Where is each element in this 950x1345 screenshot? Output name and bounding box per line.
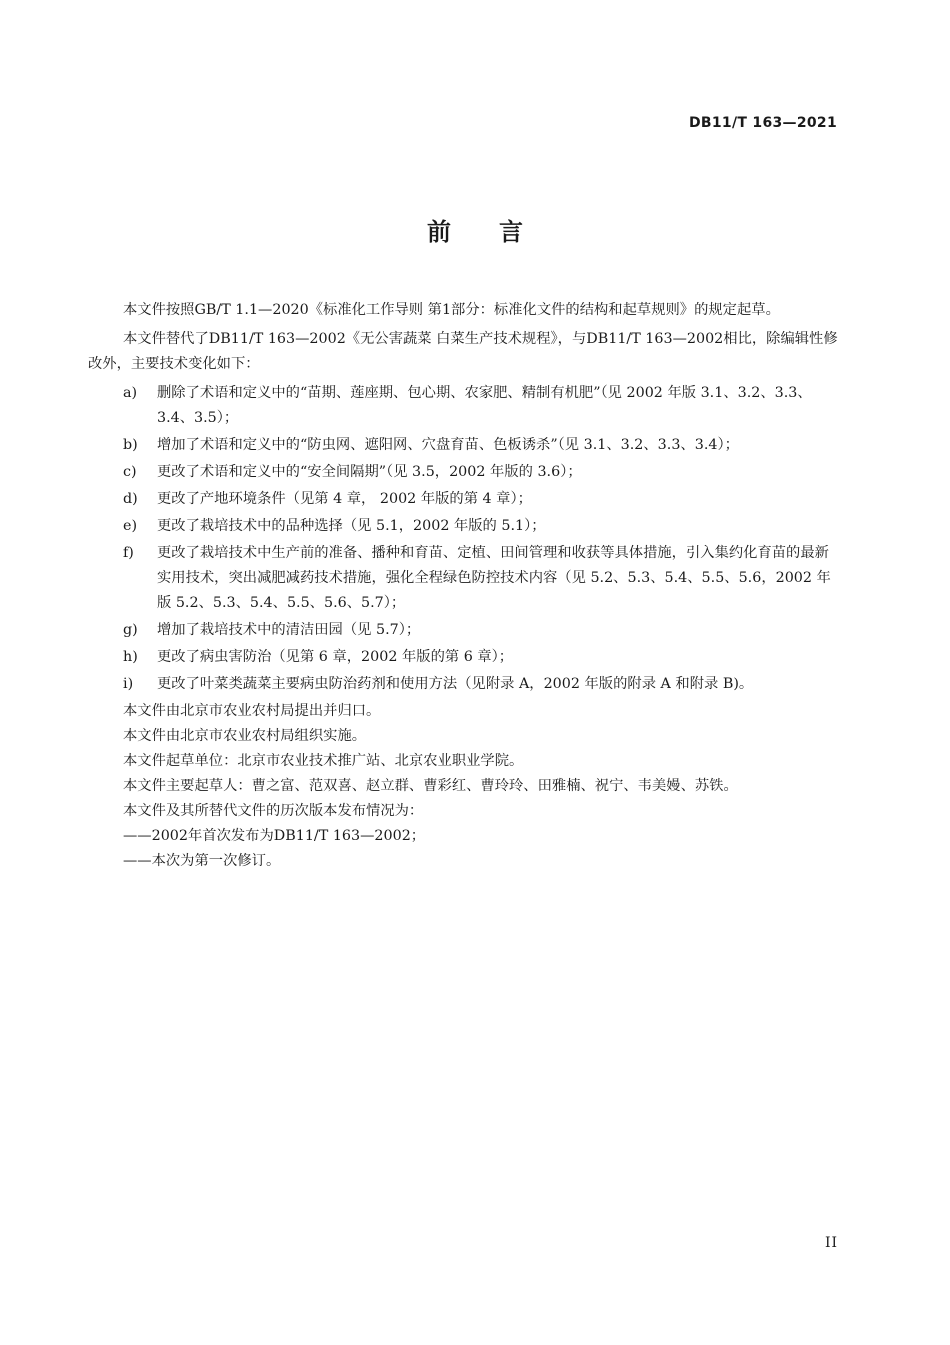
proposer-statement: 本文件由北京市农业农村局提出并归口。 xyxy=(123,703,381,719)
version-history-entry-2: ——本次为第一次修订。 xyxy=(123,853,281,869)
page-number: II xyxy=(824,1235,838,1251)
drafters-statement: 本文件主要起草人：曹之富、范双喜、赵立群、曹彩红、曹玲玲、田雅楠、祝宁、韦美嫚、苏铁。 xyxy=(123,778,738,794)
list-marker: c) xyxy=(123,464,137,480)
list-item-text: 更改了术语和定义中的“安全间隔期”（见 3.5，2002 年版的 3.6）； xyxy=(157,464,582,480)
list-item-text: 增加了术语和定义中的“防虫网、遮阳网、穴盘育苗、色板诱杀”（见 3.1、3.2、3.3、3.4）； xyxy=(157,437,739,453)
list-marker: e) xyxy=(123,518,138,534)
change-item-a xyxy=(123,381,842,431)
title-char-2: 言 xyxy=(499,218,523,246)
list-item-text: 增加了栽培技术中的清洁田园（见 5.7）； xyxy=(157,622,421,638)
version-history-intro: 本文件及其所替代文件的历次版本发布情况为： xyxy=(123,803,424,819)
change-list xyxy=(88,381,842,697)
change-item-e xyxy=(123,514,842,539)
list-item-text: 更改了栽培技术中的品种选择（见 5.1，2002 年版的 5.1）； xyxy=(157,518,546,534)
list-marker: f) xyxy=(123,545,134,561)
change-item-i xyxy=(123,672,842,697)
list-item-text: 更改了产地环境条件（见第 4 章， 2002 年版的第 4 章）； xyxy=(157,491,532,507)
change-item-d xyxy=(123,487,842,512)
list-marker: i) xyxy=(123,676,134,692)
change-item-b xyxy=(123,433,842,458)
change-item-g xyxy=(123,618,842,643)
list-item-text: 删除了术语和定义中的“苗期、莲座期、包心期、农家肥、精制有机肥”（见 2002 年版 3.1、3.2、3.3、3.4、3.5）； xyxy=(157,385,812,426)
replacement-paragraph: 本文件替代了DB11/T 163—2002《无公害蔬菜 白菜生产技术规程》，与DB11/T 163—2002相比，除编辑性修改外，主要技术变化如下： xyxy=(88,331,838,372)
list-item-text: 更改了栽培技术中生产前的准备、播种和育苗、定植、田间管理和收获等具体措施，引入集约化育苗的最新实用技术，突出减肥减药技术措施，强化全程绿色防控技术内容（见 5.2、5.3、5.4、5.5、5.6，2002 年版 5.2、5.3、5.4、5.5、5.6、5.7）； xyxy=(157,545,831,611)
list-marker: d) xyxy=(123,491,138,507)
page-title xyxy=(0,212,950,247)
list-marker: b) xyxy=(123,437,138,453)
document-code: DB11/T 163—2021 xyxy=(689,115,837,131)
list-marker: g) xyxy=(123,622,138,638)
list-marker: a) xyxy=(123,385,138,401)
list-item-text: 更改了病虫害防治（见第 6 章，2002 年版的第 6 章）； xyxy=(157,649,514,665)
implementer-statement: 本文件由北京市农业农村局组织实施。 xyxy=(123,728,367,744)
drafting-units-statement: 本文件起草单位：北京市农业技术推广站、北京农业职业学院。 xyxy=(123,753,524,769)
list-item-text: 更改了叶菜类蔬菜主要病虫防治药剂和使用方法（见附录 A，2002 年版的附录 A 和附录 B)。 xyxy=(157,676,754,692)
version-history-entry-1: ——2002年首次发布为DB11/T 163—2002； xyxy=(123,828,426,844)
list-marker: h) xyxy=(123,649,138,665)
title-char-1: 前 xyxy=(427,218,451,246)
change-item-f xyxy=(123,541,842,616)
standard-basis-paragraph: 本文件按照GB/T 1.1—2020《标准化工作导则 第1部分：标准化文件的结构和起草规则》的规定起草。 xyxy=(123,302,780,318)
change-item-h xyxy=(123,645,842,670)
foreword-body xyxy=(88,298,842,874)
change-item-c xyxy=(123,460,842,485)
